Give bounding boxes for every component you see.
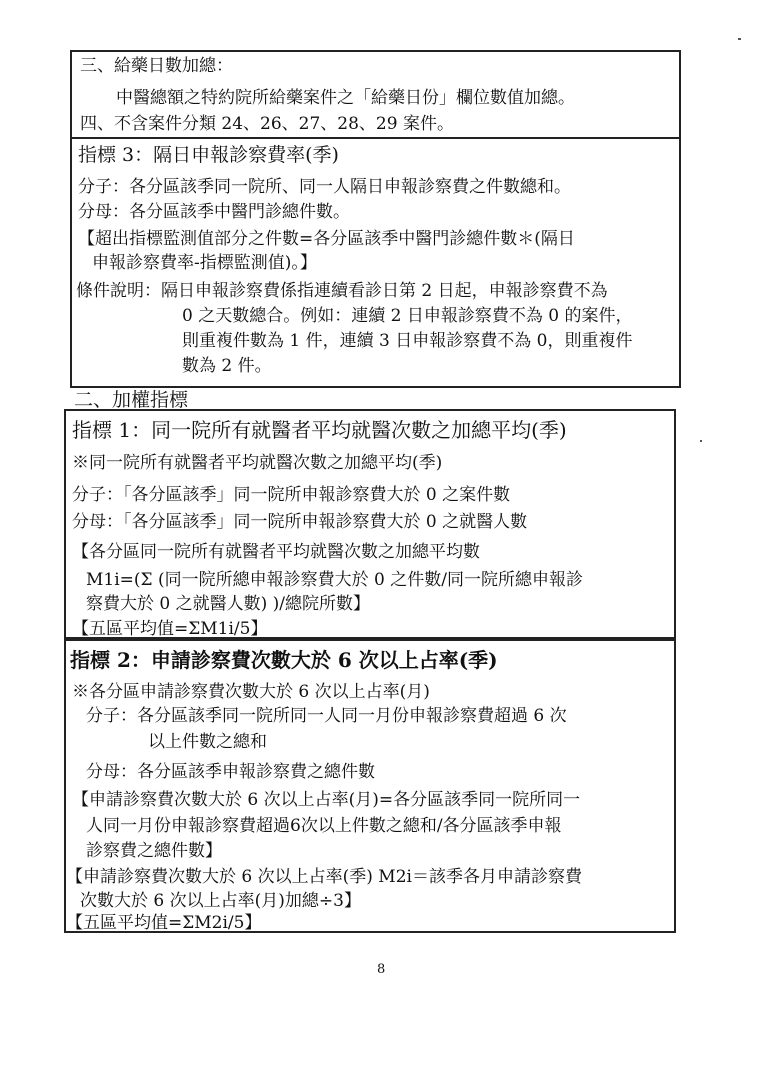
box-divider [70, 137, 681, 139]
indicator-3-denominator: 分母：各分區該季中醫門診總件數。 [78, 202, 350, 222]
weighted-indicator-2-numerator-line-1: 分子：各分區該季同一院所同一人同一月份申報診察費超過 6 次 [86, 706, 567, 726]
indicator-3-condition-line-1: 條件說明：隔日申報診察費係指連續看診日第 2 日起，申報診察費不為 [76, 281, 608, 301]
weighted-indicator-1-denominator: 分母：「各分區該季」同一院所申報診察費大於 0 之就醫人數 [72, 512, 528, 532]
weighted-indicator-2-monthly-line-1: 【申請診察費次數大於 6 次以上占率(月)=各分區該季同一院所同一 [72, 790, 581, 810]
weighted-indicator-2-denominator: 分母：各分區該季申報診察費之總件數 [86, 762, 375, 782]
weighted-indicator-1-average: 【五區平均值=ΣM1i/5】 [72, 619, 268, 639]
item-3-title: 三、給藥日數加總： [80, 56, 233, 76]
weighted-indicator-2-quarterly-line-2: 次數大於 6 次以上占率(月)加總÷3】 [80, 891, 361, 911]
indicator-3-condition-line-4: 數為 2 件。 [182, 356, 272, 376]
section-2-heading: 二、加權指標 [74, 389, 189, 411]
weighted-indicator-1-numerator: 分子：「各分區該季」同一院所申報診察費大於 0 之案件數 [72, 485, 511, 505]
weighted-indicator-2-numerator-line-2: 以上件數之總和 [148, 732, 267, 752]
weighted-indicator-1-note: ※同一院所有就醫者平均就醫次數之加總平均(季) [72, 453, 443, 473]
weighted-indicator-2-average: 【五區平均值=ΣM2i/5】 [66, 913, 262, 933]
indicator-3-numerator: 分子：各分區該季同一院所、同一人隔日申報診察費之件數總和。 [78, 177, 571, 197]
indicator-3-title: 指標 3：隔日申報診察費率(季) [78, 144, 339, 166]
scan-speck [700, 440, 702, 442]
page-number: 8 [377, 962, 386, 977]
weighted-indicator-1-formula-line-2: M1i=(Σ (同一院所總申報診察費大於 0 之件數/同一院所總申報診 [86, 570, 583, 590]
indicator-3-condition-line-3: 則重複件數為 1 件，連續 3 日申報診察費不為 0，則重複件 [182, 331, 633, 351]
weighted-indicator-2-note: ※各分區申請診察費次數大於 6 次以上占率(月) [72, 682, 430, 702]
weighted-indicator-2-title: 指標 2：申請診察費次數大於 6 次以上占率(季) [70, 648, 498, 672]
item-3-text: 中醫總額之特約院所給藥案件之「給藥日份」欄位數值加總。 [116, 88, 575, 108]
indicator-3-condition-line-2: 0 之天數總合。例如：連續 2 日申報診察費不為 0 的案件， [182, 306, 633, 326]
weighted-indicator-2-monthly-line-3: 診察費之總件數】 [86, 841, 222, 861]
weighted-indicator-2-quarterly-line-1: 【申請診察費次數大於 6 次以上占率(季) M2i＝該季各月申請診察費 [66, 867, 582, 887]
weighted-indicator-1-formula-line-3: 察費大於 0 之就醫人數) )/總院所數】 [86, 594, 371, 614]
indicator-3-excess-line-1: 【超出指標監測值部分之件數=各分區該季中醫門診總件數＊(隔日 [78, 229, 575, 249]
weighted-indicator-1-formula-line-1: 【各分區同一院所有就醫者平均就醫次數之加總平均數 [72, 542, 480, 562]
item-4-text: 四、不含案件分類 24、26、27、28、29 案件。 [80, 114, 454, 134]
scan-speck [738, 38, 741, 40]
weighted-indicator-2-monthly-line-2: 人同一月份申報診察費超過6次以上件數之總和/各分區該季申報 [86, 816, 562, 836]
indicator-3-excess-line-2: 申報診察費率-指標監測值)。】 [92, 253, 317, 273]
weighted-indicator-1-title: 指標 1：同一院所有就醫者平均就醫次數之加總平均(季) [72, 418, 567, 442]
